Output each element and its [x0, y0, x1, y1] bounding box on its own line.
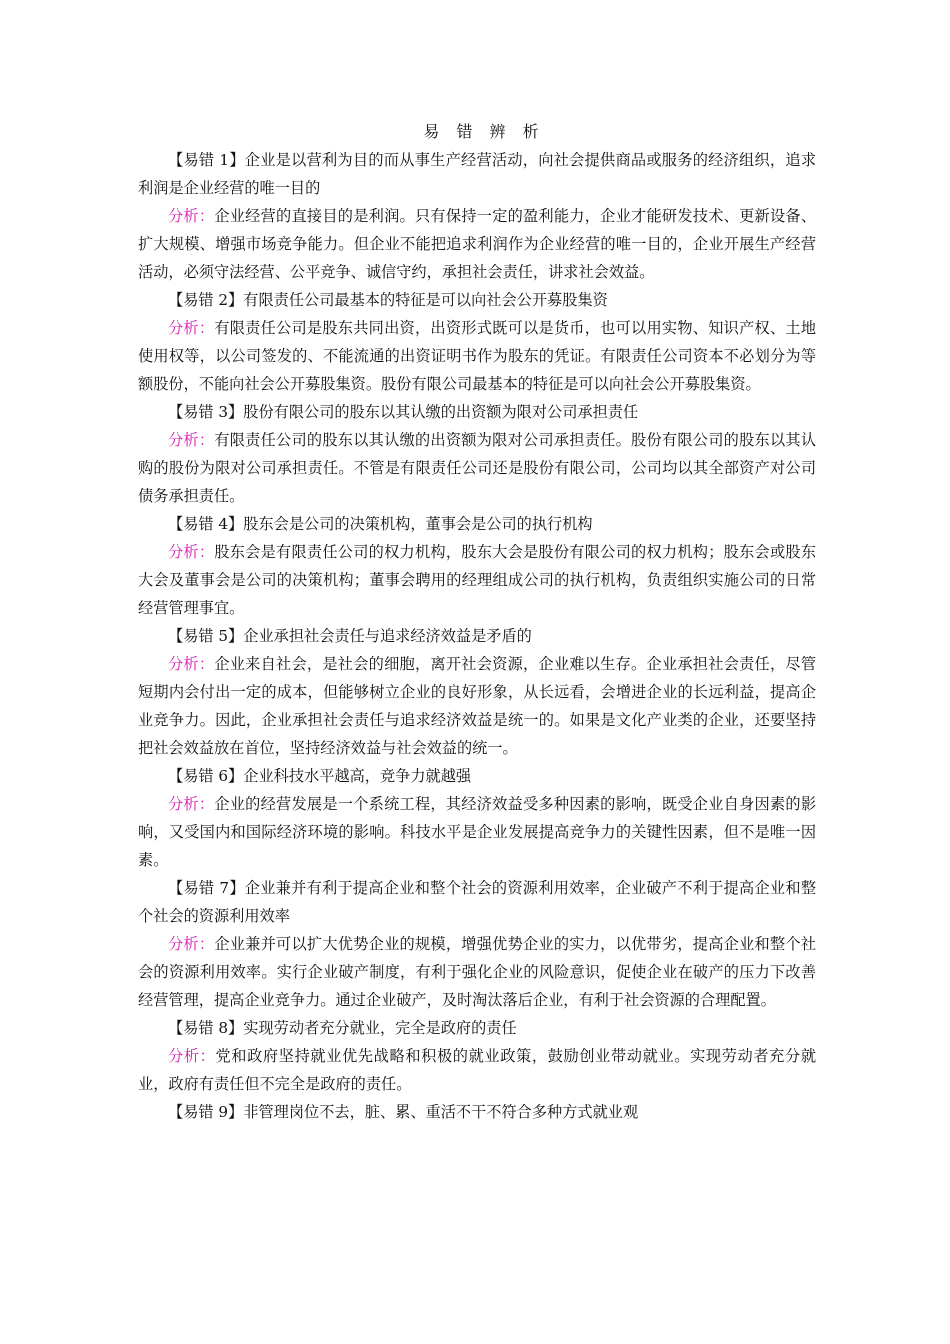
- error-tag: 【易错 8】: [168, 1019, 244, 1037]
- error-statement: 非管理岗位不去，脏、累、重活不干不符合多种方式就业观: [243, 1103, 639, 1121]
- analysis-text: 企业来自社会，是社会的细胞，离开社会资源，企业难以生存。企业承担社会责任，尽管短期内会付出一定的成本，但能够树立企业的良好形象，从长远看，会增进企业的长远利益，提高企业竞争力。因此，企业承担社会责任与追求经济效益是统一的。如果是文化产业类的企业，还要坚持把社会效益放在首位，坚持经济效益与社会效益的统一。: [138, 655, 817, 757]
- analysis-paragraph: [138, 202, 816, 286]
- error-entry: [138, 1098, 816, 1126]
- error-statement-paragraph: [138, 874, 816, 930]
- error-statement: 企业是以营利为目的而从事生产经营活动，向社会提供商品或服务的经济组织，追求利润是企业经营的唯一目的: [138, 151, 817, 197]
- analysis-label: 分析：: [168, 655, 215, 673]
- error-tag: 【易错 3】: [168, 403, 244, 421]
- analysis-paragraph: [138, 930, 816, 1014]
- analysis-paragraph: [138, 1042, 816, 1098]
- analysis-paragraph: [138, 790, 816, 874]
- analysis-label: 分析：: [168, 1047, 216, 1065]
- analysis-text: 企业的经营发展是一个系统工程，其经济效益受多种因素的影响，既受企业自身因素的影响，又受国内和国际经济环境的影响。科技水平是企业发展提高竞争力的关键性因素，但不是唯一因素。: [138, 795, 817, 869]
- error-statement: 股东会是公司的决策机构，董事会是公司的执行机构: [243, 515, 593, 533]
- error-entry: [138, 1014, 816, 1098]
- error-tag: 【易错 2】: [168, 291, 244, 309]
- error-statement: 股份有限公司的股东以其认缴的出资额为限对公司承担责任: [243, 403, 639, 421]
- analysis-paragraph: [138, 314, 816, 398]
- error-statement-paragraph: [138, 286, 816, 314]
- error-tag: 【易错 5】: [168, 627, 244, 645]
- error-tag: 【易错 9】: [168, 1103, 244, 1121]
- error-statement-paragraph: [138, 762, 816, 790]
- error-tag: 【易错 1】: [168, 151, 245, 169]
- error-statement-paragraph: [138, 1098, 816, 1126]
- document-page: [138, 118, 816, 1126]
- analysis-label: 分析：: [168, 935, 215, 953]
- error-entry: [138, 762, 816, 874]
- error-tag: 【易错 7】: [168, 879, 245, 897]
- error-statement: 实现劳动者充分就业，完全是政府的责任: [243, 1019, 517, 1037]
- analysis-text: 有限责任公司的股东以其认缴的出资额为限对公司承担责任。股份有限公司的股东以其认购的股份为限对公司承担责任。不管是有限责任公司还是股份有限公司，公司均以其全部资产对公司债务承担责任。: [138, 431, 817, 505]
- error-statement-paragraph: [138, 398, 816, 426]
- error-statement-paragraph: [138, 622, 816, 650]
- analysis-text: 党和政府坚持就业优先战略和积极的就业政策，鼓励创业带动就业。实现劳动者充分就业，政府有责任但不完全是政府的责任。: [138, 1047, 817, 1093]
- analysis-label: 分析：: [168, 319, 215, 337]
- error-statement: 企业兼并有利于提高企业和整个社会的资源利用效率，企业破产不利于提高企业和整个社会的资源利用效率: [138, 879, 817, 925]
- analysis-label: 分析：: [168, 207, 215, 225]
- analysis-label: 分析：: [168, 543, 215, 561]
- error-statement-paragraph: [138, 1014, 816, 1042]
- error-statement-paragraph: [138, 510, 816, 538]
- analysis-paragraph: [138, 650, 816, 762]
- analysis-paragraph: [138, 538, 816, 622]
- analysis-paragraph: [138, 426, 816, 510]
- error-statement: 企业科技水平越高，竞争力就越强: [243, 767, 472, 785]
- error-statement: 企业承担社会责任与追求经济效益是矛盾的: [243, 627, 532, 645]
- error-entry: [138, 398, 816, 510]
- error-statement-paragraph: [138, 146, 816, 202]
- error-entry: [138, 874, 816, 1014]
- error-entry: [138, 286, 816, 398]
- page-title: 易 错 辨 析: [423, 122, 545, 141]
- analysis-text: 企业经营的直接目的是利润。只有保持一定的盈利能力，企业才能研发技术、更新设备、扩大规模、增强市场竞争能力。但企业不能把追求利润作为企业经营的唯一目的，企业开展生产经营活动，必须守法经营、公平竞争、诚信守约，承担社会责任，讲求社会效益。: [138, 207, 817, 281]
- analysis-text: 有限责任公司是股东共同出资，出资形式既可以是货币，也可以用实物、知识产权、土地使用权等，以公司签发的、不能流通的出资证明书作为股东的凭证。有限责任公司资本不必划分为等额股份，不能向社会公开募股集资。股份有限公司最基本的特征是可以向社会公开募股集资。: [138, 319, 817, 393]
- error-entry: [138, 146, 816, 286]
- error-statement: 有限责任公司最基本的特征是可以向社会公开募股集资: [243, 291, 608, 309]
- error-entry: [138, 510, 816, 622]
- analysis-text: 股东会是有限责任公司的权力机构，股东大会是股份有限公司的权力机构；股东会或股东大会及董事会是公司的决策机构；董事会聘用的经理组成公司的执行机构，负责组织实施公司的日常经营管理事宜。: [138, 543, 817, 617]
- error-entry: [138, 622, 816, 762]
- analysis-text: 企业兼并可以扩大优势企业的规模，增强优势企业的实力，以优带劣，提高企业和整个社会的资源利用效率。实行企业破产制度，有利于强化企业的风险意识，促使企业在破产的压力下改善经营管理，提高企业竞争力。通过企业破产，及时淘汰落后企业，有利于社会资源的合理配置。: [138, 935, 817, 1009]
- entries-list: [138, 146, 816, 1126]
- analysis-label: 分析：: [168, 431, 215, 449]
- error-tag: 【易错 4】: [168, 515, 244, 533]
- analysis-label: 分析：: [168, 795, 215, 813]
- error-tag: 【易错 6】: [168, 767, 244, 785]
